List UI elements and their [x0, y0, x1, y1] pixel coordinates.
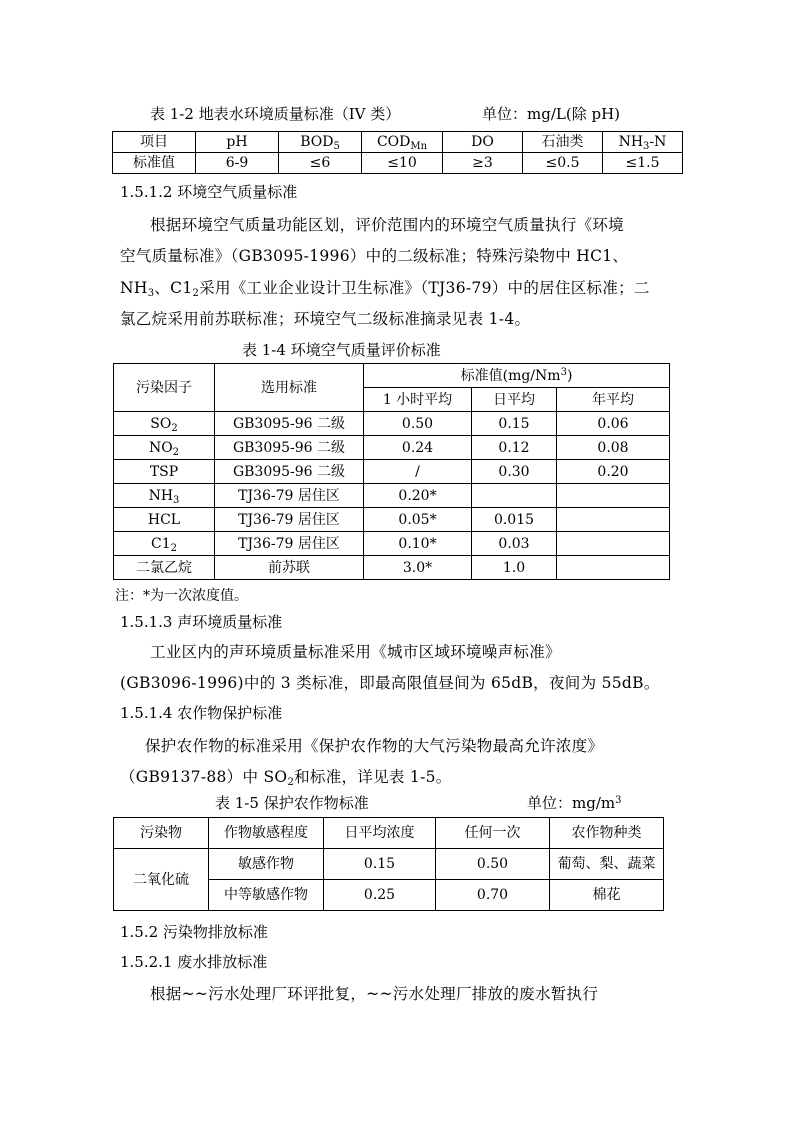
pollutant-cell [114, 532, 215, 556]
header-cell: 日平均 [472, 388, 557, 412]
standard-cell: TJ36-79 居住区 [215, 532, 364, 556]
header-cell: 年平均 [557, 388, 670, 412]
table-row [113, 153, 683, 174]
table-1-4-caption: 表 1-4 环境空气质量评价标准 [242, 341, 441, 359]
paragraph-line: 根据~~污水处理厂环评批复，~~污水处理厂排放的废水暂执行 [150, 985, 599, 1003]
table-1-2 [112, 131, 683, 174]
crops-cell: 葡萄、梨、蔬菜 [550, 849, 664, 880]
paragraph-text: 采用《工业企业设计卫生标准》（TJ36-79）中的居住区标准；二 [199, 279, 650, 297]
table-row [114, 412, 670, 436]
pollutant-cell: HCL [114, 508, 215, 532]
value-cell [557, 508, 670, 532]
value-cell [472, 484, 557, 508]
pollutant-cell [114, 436, 215, 460]
header-cell: 任何一次 [436, 818, 550, 849]
value-cell: 0.08 [557, 436, 670, 460]
table-row [114, 436, 670, 460]
table-1-5-unit [527, 792, 621, 813]
value-cell: 0.50 [364, 412, 472, 436]
paragraph-line [120, 276, 650, 298]
value-cell: 0.25 [324, 880, 436, 911]
table-1-5 [113, 817, 664, 911]
table-row [114, 508, 670, 532]
value-cell: 0.015 [472, 508, 557, 532]
header-cell: 1 小时平均 [364, 388, 472, 412]
paragraph-line: (GB3096-1996)中的 3 类标准，即最高限值昼间为 65dB，夜间为 55dB。 [120, 674, 660, 692]
nh3n-label-b: -N [649, 134, 667, 150]
value-cell: ≤1.5 [603, 153, 683, 174]
value-group-label: 标准值(mg/Nm [460, 367, 561, 384]
bod-subscript: 5 [333, 141, 340, 152]
standard-cell: TJ36-79 居住区 [215, 484, 364, 508]
value-cell: 0.20* [364, 484, 472, 508]
nh3n-subscript: 3 [643, 141, 650, 152]
value-cell: 0.50 [436, 849, 550, 880]
table-row [113, 132, 683, 153]
table-1-4 [113, 363, 670, 580]
header-cell: pH [196, 132, 279, 153]
value-cell: 0.15 [472, 412, 557, 436]
pollutant-subscript: 2 [172, 446, 180, 458]
cl2-subscript: 2 [192, 288, 200, 299]
section-heading-1513: 1.5.1.3 声环境质量标准 [120, 613, 283, 631]
paragraph-line: 氯乙烷采用前苏联标准；环境空气二级标准摘录见表 1-4。 [120, 310, 531, 328]
standard-cell: TJ36-79 居住区 [215, 508, 364, 532]
table-row [114, 818, 664, 849]
pollutant-name: NH [148, 487, 174, 504]
pollutant-subscript: 3 [173, 494, 180, 506]
standard-cell: GB3095-96 二级 [215, 460, 364, 484]
table-1-2-caption: 表 1-2 地表水环境质量标准（IV 类） [150, 105, 401, 123]
header-cell: 污染物 [114, 818, 209, 849]
value-group-close: ) [566, 367, 573, 384]
row-label: 标准值 [113, 153, 196, 174]
pollutant-name: SO [150, 415, 172, 432]
sensitivity-cell: 中等敏感作物 [209, 880, 324, 911]
header-cell: DO [443, 132, 523, 153]
header-cell: 石油类 [523, 132, 603, 153]
paragraph-text: 和标准，详见表 1-5。 [294, 768, 452, 786]
header-cell: 农作物种类 [550, 818, 664, 849]
standard-cell: 前苏联 [215, 556, 364, 580]
table-row [114, 556, 670, 580]
pollutant-name: C1 [151, 535, 171, 552]
table-row [114, 484, 670, 508]
paragraph-line: 根据环境空气质量功能区划，评价范围内的环境空气质量执行《环境 [150, 216, 625, 234]
value-cell: 0.30 [472, 460, 557, 484]
pollutant-name: NO [148, 439, 173, 456]
cod-label: COD [376, 134, 411, 150]
pollutant-subscript: 2 [171, 422, 178, 434]
pollutant-subscript: 2 [170, 542, 177, 554]
nh3-text: NH [120, 279, 148, 297]
paragraph-line: 保护农作物的标准采用《保护农作物的大气污染物最高允许浓度》 [145, 737, 604, 755]
table-row [114, 532, 670, 556]
pollutant-cell: 二氯乙烷 [114, 556, 215, 580]
table-1-4-note: 注：*为一次浓度值。 [115, 588, 248, 604]
header-cell [603, 132, 683, 153]
unit-sup: 3 [615, 795, 622, 806]
value-cell: ≥3 [443, 153, 523, 174]
section-heading-1514: 1.5.1.4 农作物保护标准 [120, 704, 283, 722]
unit-text: 单位：mg/m [527, 794, 616, 812]
paragraph-line: 空气质量标准》（GB3095-1996）中的二级标准；特殊污染物中 HC1、 [120, 247, 629, 265]
nh3n-label-a: NH [618, 134, 644, 150]
pollutant-cell [114, 484, 215, 508]
standard-cell: GB3095-96 二级 [215, 412, 364, 436]
pollutant-cell: 二氧化硫 [114, 849, 209, 911]
paragraph-line: 工业区内的声环境质量标准采用《城市区域环境噪声标准》 [150, 643, 561, 661]
header-cell: 项目 [113, 132, 196, 153]
table-row [114, 849, 664, 880]
table-1-2-unit: 单位：mg/L(除 pH) [482, 105, 620, 123]
value-cell: ≤10 [362, 153, 443, 174]
header-cell [364, 364, 670, 388]
value-group-sup: 3 [560, 366, 567, 378]
value-cell: 0.70 [436, 880, 550, 911]
header-cell: 污染因子 [114, 364, 215, 412]
value-cell: 0.10* [364, 532, 472, 556]
header-cell [279, 132, 362, 153]
nh3-subscript: 3 [147, 288, 155, 299]
cod-subscript: Mn [410, 141, 428, 152]
section-heading-1521: 1.5.2.1 废水排放标准 [120, 953, 268, 971]
pollutant-cell [114, 412, 215, 436]
pollutant-cell: TSP [114, 460, 215, 484]
value-cell: 6-9 [196, 153, 279, 174]
value-cell [557, 556, 670, 580]
table-row [114, 460, 670, 484]
table-row [114, 364, 670, 388]
value-cell: 0.05* [364, 508, 472, 532]
cl2-text: 、C1 [154, 279, 193, 297]
value-cell [557, 532, 670, 556]
bod-label: BOD [300, 134, 334, 150]
paragraph-text: （GB9137-88）中 SO [120, 768, 288, 786]
value-cell: 0.24 [364, 436, 472, 460]
header-cell [362, 132, 443, 153]
value-cell: 1.0 [472, 556, 557, 580]
section-heading-152: 1.5.2 污染物排放标准 [120, 923, 268, 941]
value-cell: 0.12 [472, 436, 557, 460]
standard-cell: GB3095-96 二级 [215, 436, 364, 460]
value-cell: 3.0* [364, 556, 472, 580]
value-cell: 0.06 [557, 412, 670, 436]
so2-subscript: 2 [287, 777, 295, 788]
value-cell: 0.20 [557, 460, 670, 484]
header-cell: 作物敏感程度 [209, 818, 324, 849]
value-cell: / [364, 460, 472, 484]
value-cell: 0.03 [472, 532, 557, 556]
value-cell [557, 484, 670, 508]
value-cell: 0.15 [324, 849, 436, 880]
paragraph-line [120, 765, 452, 787]
header-cell: 选用标准 [215, 364, 364, 412]
value-cell: ≤0.5 [523, 153, 603, 174]
header-cell: 日平均浓度 [324, 818, 436, 849]
crops-cell: 棉花 [550, 880, 664, 911]
section-heading-1512: 1.5.1.2 环境空气质量标准 [120, 183, 298, 201]
sensitivity-cell: 敏感作物 [209, 849, 324, 880]
table-1-5-caption: 表 1-5 保护农作物标准 [215, 794, 369, 812]
value-cell: ≤6 [279, 153, 362, 174]
